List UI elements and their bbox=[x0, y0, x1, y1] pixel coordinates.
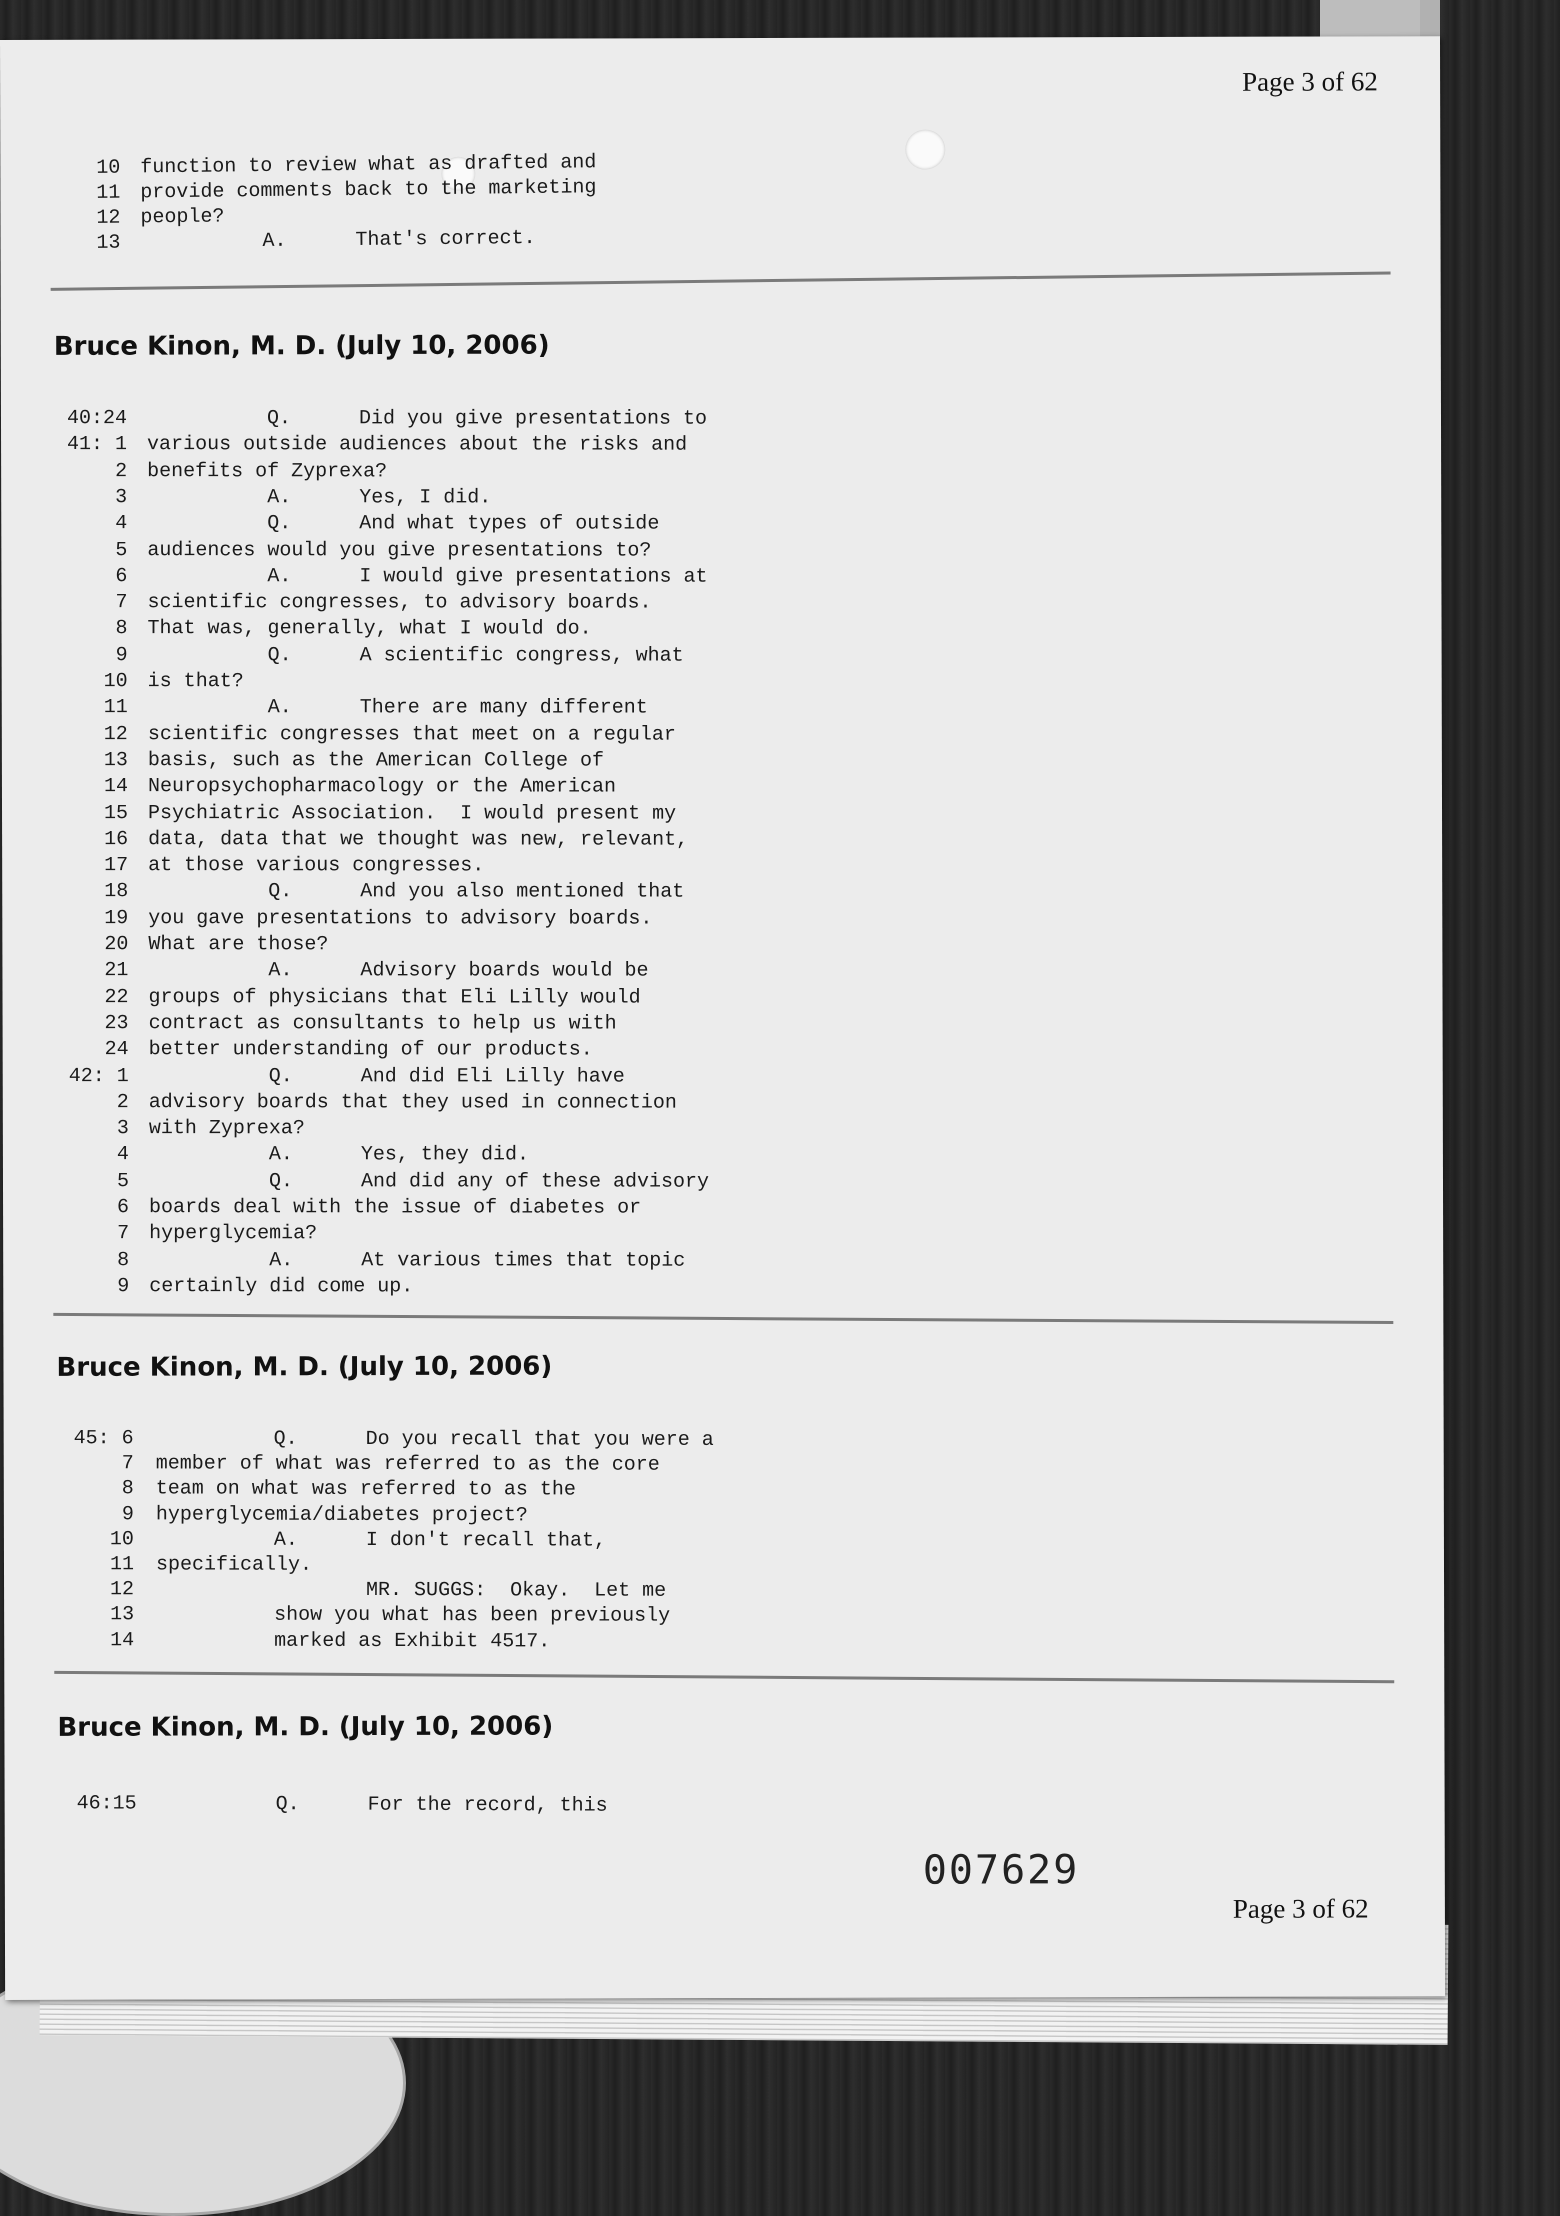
transcript-section bbox=[5, 1788, 1445, 1792]
line-number: 9 bbox=[7, 1503, 134, 1526]
line-number: 7 bbox=[2, 1222, 129, 1245]
section-divider bbox=[53, 1313, 1393, 1324]
line-number: 2 bbox=[2, 1091, 129, 1114]
speaker-label: A. bbox=[274, 1528, 298, 1551]
line-text: you gave presentations to advisory boards. bbox=[148, 907, 652, 930]
section-heading: Bruce Kinon, M. D. (July 10, 2006) bbox=[56, 1352, 552, 1383]
line-text: hyperglycemia/diabetes project? bbox=[156, 1503, 528, 1527]
speaker-label: Q. bbox=[267, 407, 291, 430]
line-number: 5 bbox=[2, 1170, 129, 1193]
line-number: 5 bbox=[0, 538, 127, 561]
speaker-label: A. bbox=[267, 565, 291, 588]
speaker-label: A. bbox=[267, 486, 291, 509]
line-number: 41: 1 bbox=[0, 433, 127, 456]
transcript-fragment bbox=[0, 154, 1440, 158]
speaker-label: Q. bbox=[269, 1170, 293, 1193]
speaker-label: Q. bbox=[268, 881, 292, 904]
line-number: 10 bbox=[0, 157, 120, 181]
line-number: 4 bbox=[0, 512, 127, 535]
speaker-label: Q. bbox=[276, 1793, 300, 1816]
line-text: And did Eli Lilly have bbox=[361, 1065, 625, 1088]
line-number: 13 bbox=[7, 1603, 134, 1626]
section-divider bbox=[51, 271, 1391, 290]
line-text: A scientific congress, what bbox=[360, 644, 684, 667]
line-number: 3 bbox=[2, 1117, 129, 1140]
line-text: certainly did come up. bbox=[149, 1275, 413, 1298]
speaker-label: Q. bbox=[274, 1428, 298, 1451]
line-text: MR. SUGGS: Okay. Let me bbox=[366, 1579, 666, 1603]
line-text: data, data that we thought was new, relevant, bbox=[148, 828, 688, 851]
line-number: 7 bbox=[0, 591, 127, 614]
line-text: advisory boards that they used in connection bbox=[149, 1091, 677, 1114]
line-text: team on what was referred to as the bbox=[156, 1478, 576, 1502]
line-text: provide comments back to the marketing bbox=[140, 176, 596, 204]
line-text: better understanding of our products. bbox=[149, 1038, 593, 1061]
line-number: 9 bbox=[1, 644, 128, 667]
line-text: function to review what as drafted and bbox=[140, 151, 596, 179]
line-number: 23 bbox=[2, 1012, 129, 1035]
line-text: basis, such as the American College of bbox=[148, 749, 604, 772]
line-text: Advisory boards would be bbox=[360, 960, 648, 983]
line-number: 42: 1 bbox=[2, 1064, 129, 1087]
line-number: 20 bbox=[1, 933, 128, 956]
transcript-section bbox=[4, 1423, 1444, 1427]
line-number: 10 bbox=[7, 1528, 134, 1551]
bates-number: 007629 bbox=[923, 1847, 1080, 1893]
line-number: 18 bbox=[1, 880, 128, 903]
line-text: And did any of these advisory bbox=[361, 1170, 709, 1193]
line-number: 13 bbox=[0, 232, 121, 256]
line-text: Neuropsychopharmacology or the American bbox=[148, 775, 616, 798]
line-number: 12 bbox=[7, 1578, 134, 1601]
line-text: Yes, they did. bbox=[361, 1144, 529, 1167]
line-number: 4 bbox=[2, 1143, 129, 1166]
speaker-label: A. bbox=[269, 1249, 293, 1272]
line-number: 12 bbox=[0, 207, 121, 231]
line-number: 24 bbox=[2, 1038, 129, 1061]
line-number: 13 bbox=[1, 749, 128, 772]
page-number-top: Page 3 of 62 bbox=[1242, 66, 1378, 97]
line-text: at those various congresses. bbox=[148, 854, 484, 877]
line-text: marked as Exhibit 4517. bbox=[274, 1629, 550, 1653]
line-text: What are those? bbox=[148, 933, 328, 956]
line-text: is that? bbox=[148, 670, 244, 693]
line-text: That's correct. bbox=[355, 227, 535, 252]
line-text: There are many different bbox=[360, 697, 648, 720]
line-text: Psychiatric Association. I would present my bbox=[148, 802, 676, 825]
speaker-label: A. bbox=[269, 1144, 293, 1167]
line-text: member of what was referred to as the core bbox=[156, 1453, 660, 1477]
line-number: 7 bbox=[7, 1452, 134, 1475]
line-text: specifically. bbox=[156, 1553, 312, 1576]
line-text: I don't recall that, bbox=[366, 1529, 606, 1553]
line-number: 2 bbox=[0, 460, 127, 483]
line-text: various outside audiences about the risks and bbox=[147, 433, 687, 456]
line-number: 6 bbox=[2, 1196, 129, 1219]
document-page bbox=[0, 36, 1445, 2000]
line-text: with Zyprexa? bbox=[149, 1117, 305, 1140]
line-text: Yes, I did. bbox=[359, 486, 491, 509]
line-text: groups of physicians that Eli Lilly would bbox=[149, 986, 641, 1009]
punch-hole bbox=[905, 130, 945, 170]
line-text: I would give presentations at bbox=[359, 565, 707, 588]
line-text: scientific congresses that meet on a regular bbox=[148, 723, 676, 746]
section-heading: Bruce Kinon, M. D. (July 10, 2006) bbox=[54, 331, 550, 362]
line-text: At various times that topic bbox=[361, 1249, 685, 1272]
line-text: And what types of outside bbox=[359, 512, 659, 535]
line-number: 8 bbox=[2, 1249, 129, 1272]
section-divider bbox=[54, 1671, 1394, 1683]
speaker-label: A. bbox=[268, 960, 292, 983]
line-text: audiences would you give presentations to? bbox=[147, 539, 651, 562]
line-number: 3 bbox=[0, 486, 127, 509]
line-number: 17 bbox=[1, 854, 128, 877]
line-number: 40:24 bbox=[0, 407, 127, 430]
line-text: For the record, this bbox=[368, 1794, 608, 1818]
line-number: 8 bbox=[7, 1477, 134, 1500]
line-number: 15 bbox=[1, 801, 128, 824]
line-number: 9 bbox=[2, 1275, 129, 1298]
speaker-label: A. bbox=[262, 230, 286, 253]
line-text: hyperglycemia? bbox=[149, 1222, 317, 1245]
line-number: 21 bbox=[1, 959, 128, 982]
line-number: 11 bbox=[1, 696, 128, 719]
line-text: That was, generally, what I would do. bbox=[148, 618, 592, 641]
line-number: 14 bbox=[7, 1629, 134, 1652]
speaker-label: Q. bbox=[267, 512, 291, 535]
line-number: 11 bbox=[0, 182, 121, 206]
line-text: scientific congresses, to advisory boards. bbox=[147, 591, 651, 614]
line-number: 19 bbox=[1, 907, 128, 930]
line-text: benefits of Zyprexa? bbox=[147, 460, 387, 483]
section-heading: Bruce Kinon, M. D. (July 10, 2006) bbox=[57, 1712, 553, 1743]
line-text: Did you give presentations to bbox=[359, 407, 707, 430]
transcript-section bbox=[1, 403, 1441, 407]
line-text: people? bbox=[140, 205, 224, 229]
line-number: 8 bbox=[1, 617, 128, 640]
line-number: 46:15 bbox=[10, 1792, 137, 1816]
speaker-label: Q. bbox=[268, 644, 292, 667]
line-number: 14 bbox=[1, 775, 128, 798]
line-number: 12 bbox=[1, 723, 128, 746]
line-number: 45: 6 bbox=[7, 1427, 134, 1450]
line-text: boards deal with the issue of diabetes or bbox=[149, 1196, 641, 1219]
line-number: 22 bbox=[2, 986, 129, 1009]
line-text: Do you recall that you were a bbox=[366, 1428, 714, 1452]
page-number-bottom: Page 3 of 62 bbox=[1233, 1893, 1369, 1924]
line-number: 6 bbox=[0, 565, 127, 588]
speaker-label: Q. bbox=[269, 1065, 293, 1088]
line-text: And you also mentioned that bbox=[360, 881, 684, 904]
line-number: 16 bbox=[1, 828, 128, 851]
line-text: show you what has been previously bbox=[274, 1604, 670, 1628]
speaker-label: A. bbox=[268, 697, 292, 720]
line-text: contract as consultants to help us with bbox=[149, 1012, 617, 1035]
line-number: 11 bbox=[7, 1553, 134, 1576]
line-number: 10 bbox=[1, 670, 128, 693]
